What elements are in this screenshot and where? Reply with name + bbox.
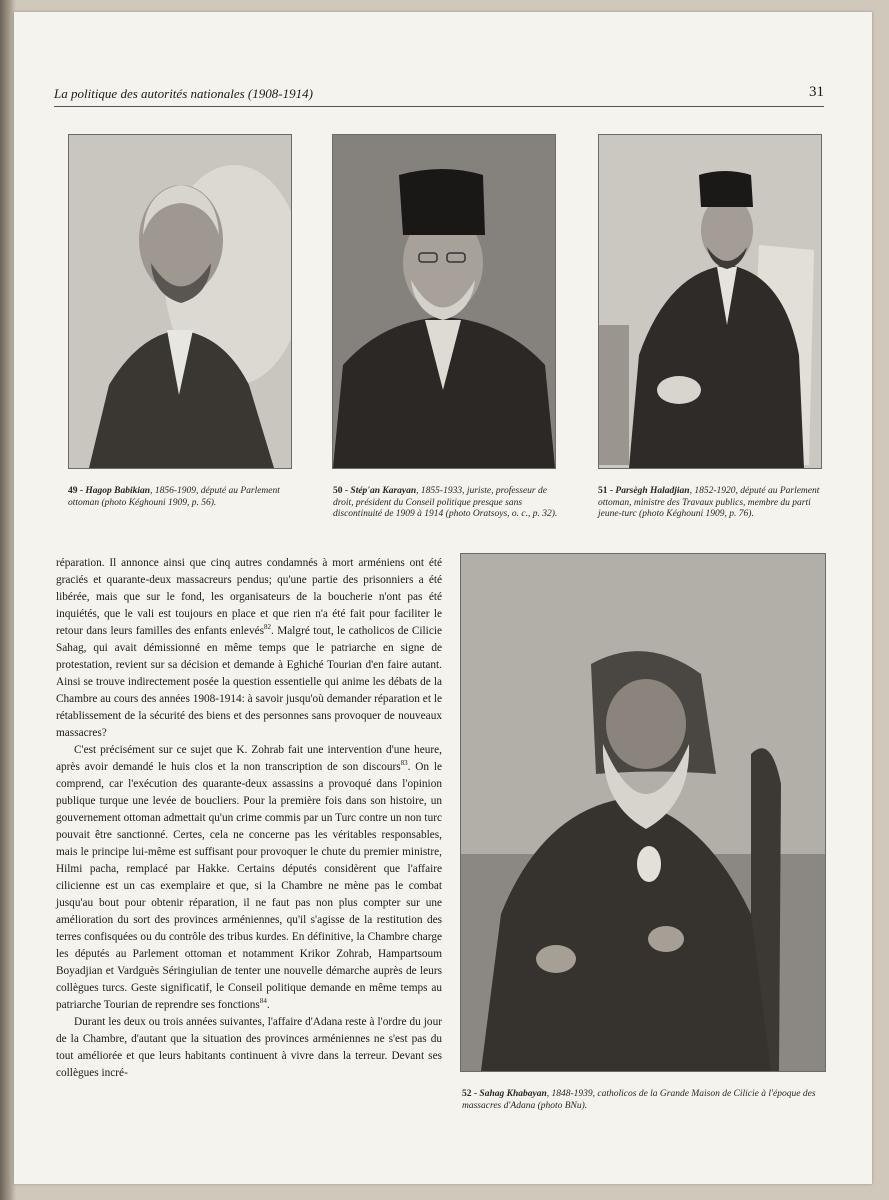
paragraph-3 xyxy=(56,1014,442,1082)
caption-photo-50 xyxy=(333,486,559,521)
page-number: 31 xyxy=(809,84,824,100)
paragraph-2 xyxy=(56,742,442,1014)
footnote-ref-83[interactable]: 83 xyxy=(400,759,408,768)
paragraph-text: . Malgré tout, le catholicos de Cilicie Sahag, qui avait démissionné en même temps que le patriarche en signe de protestation, revient sur sa décision et demande à Eghiché Tourian d'en faire autant. Ainsi se trouve indirectement posée la question essentielle qui anime les débats de la Chambre au cours des années 1908-1914: à savoir jusqu'où demander réparation et le rétablissement de la sécurité des biens et des personnes sans provoquer de nouveaux massacres? xyxy=(56,625,442,739)
caption-name: Sahag Khabayan xyxy=(479,1089,547,1099)
running-title: La politique des autorités nationales (1908-1914) xyxy=(54,86,313,101)
caption-photo-51 xyxy=(598,486,824,521)
paragraph-text: . On le comprend, car l'exécution des quarante-deux assassins a provoqué dans l'opinion publique turque une levée de boucliers. Pour la première fois dans son histoire, un gouvernement ottoman admettait qu'un crime commis par un Turc contre un non turc pouvait être sanctionné. Certes, cela ne concerne pas les véritables responsables, mais le principe lui-même est suffisant pour provoquer le chute du premier ministre, Hilmi pacha, remplacé par Hakke. Certains députés considèrent que l'affaire cilicienne est un cas exemplaire et que, si la Chambre ne mène pas le combat jusqu'au bout pour obtenir réparation, il ne faut pas non plus compter sur une amélioration du sort des provinces arméniennes, qu'il s'agisse de la restitution des terres confisquées ou du contrôle des tribus kurdes. En définitive, la Chambre charge les députés au Parlement ottoman et notamment Krikor Zohrab, Hampartsoum Boyadjian et Vardguès Séringiulian de tenter une nouvelle démarche auprès de leurs collègues turcs. Geste significatif, le Conseil politique demande en même temps au patriarche Tourian de reprendre ses fonctions xyxy=(56,761,443,1011)
caption-name: Parsègh Haladjian xyxy=(615,486,690,496)
footnote-ref-82[interactable]: 82 xyxy=(264,623,271,632)
caption-photo-49 xyxy=(68,486,293,509)
paragraph-text: Durant les deux ou trois années suivantes, l'affaire d'Adana reste à l'ordre du jour de la Chambre, d'autant que la situation des provinces arméniennes ne s'est pas du tout améliorée et que leurs habitants continuent à vivre dans la terreur. Devant ses collègues incré- xyxy=(56,1016,442,1079)
caption-text: , 1855-1933, juriste, professeur de droit, président du Conseil politique presque sans discontinuité de 1909 à 1914 (photo Oratsoys, o. c., p. 32). xyxy=(333,486,558,519)
photo-parsegh-haladjian xyxy=(598,134,822,469)
paragraph-1 xyxy=(56,555,442,742)
paragraph-text: . xyxy=(266,999,270,1011)
caption-text: , 1852-1920, député au Parlement ottoman, ministre des Travaux publics, membre du parti jeune-turc (photo Kéghouni 1909, p. 76). xyxy=(598,486,820,519)
running-header xyxy=(54,84,824,107)
caption-photo-52 xyxy=(462,1089,826,1112)
caption-text: , 1856-1909, député au Parlement ottoman (photo Kéghouni 1909, p. 56). xyxy=(68,486,280,508)
caption-text: , 1848-1939, catholicos de la Grande Maison de Cilicie à l'époque des massacres d'Adana (photo BNu). xyxy=(462,1089,816,1111)
photo-sahag-khabayan xyxy=(460,553,826,1072)
caption-number: 49 - xyxy=(68,486,84,496)
caption-number: 52 - xyxy=(462,1089,478,1099)
photo-stepan-karayan xyxy=(332,134,556,469)
caption-number: 50 - xyxy=(333,486,349,496)
photo-hagop-babikian xyxy=(68,134,292,469)
paragraph-text: réparation. Il annonce ainsi que cinq autres condamnés à mort arméniens ont été graciés et quarante-deux massacreurs pendus; qu'une partie des prisonniers a été libérée, mais que sur le fond, les organisateurs de la boucherie n'ont pas été inquiétés, que le vali est toujours en place et que rien n'a été fait pour faciliter le retour dans leurs familles des enfants enlevés xyxy=(56,557,442,637)
footnote-ref-84[interactable]: 84 xyxy=(259,997,267,1006)
caption-name: Hagop Babikian xyxy=(85,486,151,496)
caption-number: 51 - xyxy=(598,486,614,496)
body-text-column xyxy=(56,555,442,1082)
paragraph-text: C'est précisément sur ce sujet que K. Zohrab fait une intervention d'une heure, après avoir demandé le huis clos et la non transcription de son discours xyxy=(56,744,442,773)
caption-name: Stép'an Karayan xyxy=(350,486,417,496)
